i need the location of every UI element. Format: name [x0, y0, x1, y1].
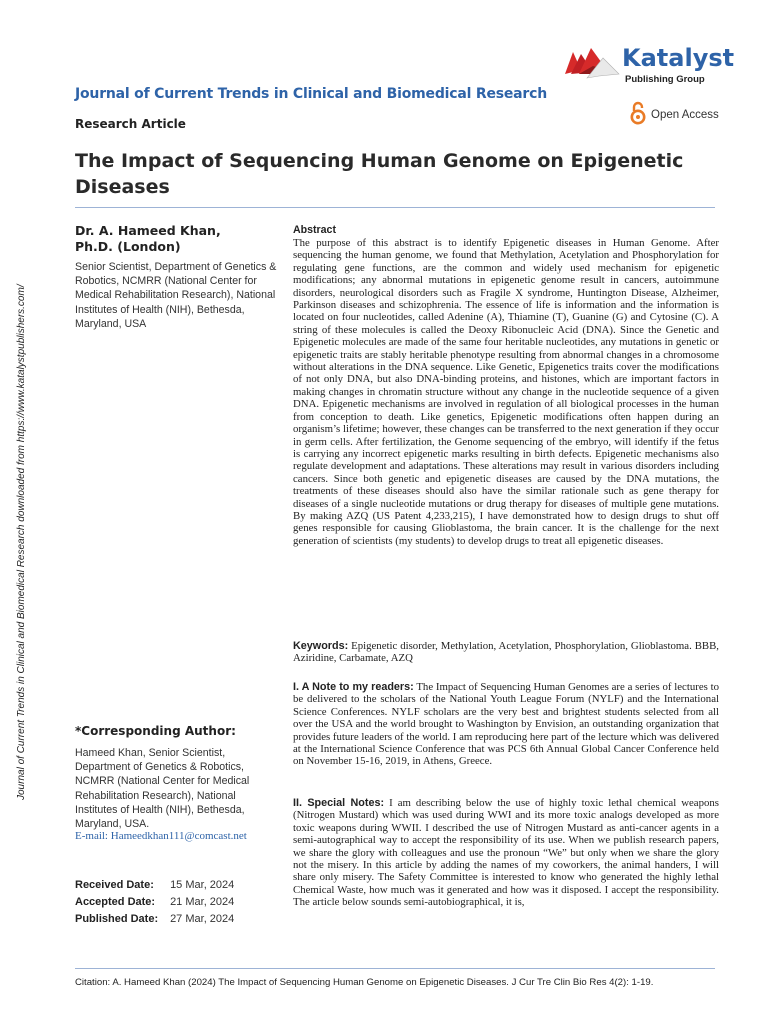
abstract-heading: Abstract	[293, 224, 336, 236]
section1-text: The Impact of Sequencing Human Genomes are a series of lectures to be delivered to the scholars of the National Youth League Forum (NYLF) and the International Science Conferences. NYLF scholars are the very best and brightest students selected from all over the USA and the world brought to Washington by Envision, an outstanding organization that provides future leaders of the world. I am reproducing here part of the lecture which was delivered at the International Science Conference that was PCS 6th Annual Global Cancer Conference held on November 15-16, 2019, in Athens, Greece.	[293, 681, 720, 768]
accepted-date-row	[75, 894, 280, 911]
email-label: E-mail:	[75, 830, 108, 842]
article-type: Research Article	[75, 117, 186, 131]
received-date-label: Received Date:	[75, 879, 154, 891]
accepted-date: 21 Mar, 2024	[170, 896, 235, 908]
publisher-name: Katalyst	[622, 44, 735, 72]
publisher-subtitle: Publishing Group	[625, 74, 705, 85]
published-date-row	[75, 911, 280, 928]
section2-heading: II. Special Notes:	[293, 797, 385, 809]
citation-line: Citation: A. Hameed Khan (2024) The Impact of Sequencing Human Genome on Epigenetic Diseases. J Cur Tre Clin Bio Res 4(2): 1-19.	[75, 977, 654, 988]
section-special-notes	[293, 797, 719, 909]
article-dates	[75, 877, 280, 928]
published-date-label: Published Date:	[75, 913, 159, 925]
publisher-logo[interactable]	[563, 38, 733, 90]
received-date-row	[75, 877, 280, 894]
article-title: The Impact of Sequencing Human Genome on Epigenetic Diseases	[75, 150, 684, 198]
katalyst-flag-logo-icon	[563, 44, 621, 84]
published-date: 27 Mar, 2024	[170, 913, 235, 925]
abstract-body: The purpose of this abstract is to identify Epigenetic diseases in Human Genome. After sequencing the human genome, we found that Methylation, Acetylation and Phosphorylation for regulating gene functions, are the common and widely used mechanism for epigenetic modifications; any abnormal mutations in epigenetic genome result in cancers, autoimmune disorders, neurological disorders such as Fragile X syndrome, Huntington Disease, Alzheimer, Parkinson diseases and schizophrenia. The essence of life is information and the information is located on four nucleotides, called Adenine (A), Thiamine (T), Guanine (G) and Cytosine (C). A string of these molecules is called the Deoxy Ribonucleic Acid (DNA). Since the Genetic and Epigenetic molecules are made of the same four heritable nucleotides, any mutations in genetic or epigenetic traits are stably heritable phenotype resulting from abnormal changes in a chromosome without alterations in the DNA sequence. Like Genetic, Epigenetics traits cover the modifications of not only DNA, but also DNA-binding proteins, and histones, which are important factors in making changes in chromatin structure without any change in the nucleotide sequence of a given DNA. Epigenetic mechanisms are involved in regulation of all biological processes in the human from conception to death. Like genetics, Epigenetic modifications often happen during an organism’s lifetime; however, these changes can be transferred to the next generation if they occur in germ cells. After fertilization, the Genome sequencing of the embryo, will identify if the fetus is carrying any incorrect epigenetic marks resulting in birth defects. Epigenetic mechanisms also regulate development and adaptations. These alterations may result in various disorders including cancers. Since both genetic and epigenetic diseases are caused by the DNA mutations, the treatments of these diseases should also have the similar rationale such as gene therapy for diseases of a single nucleotide mutations or drug therapy for diseases of multiple gene mutations. By making AZQ (US Patent 4,233,215), I have demonstrated how to design drugs to shut off genes responsible for causing Glioblastoma, the brain cancer. It is the challenge for the next generation of scientists (my students) to develop drugs to treat all epigenetic diseases.	[293, 237, 719, 547]
corresponding-author-heading: *Corresponding Author:	[75, 724, 236, 738]
author-affiliation: Senior Scientist, Department of Genetics & Robotics, NCMRR (National Center for Medical Rehabilitation Research), National Institutes of Health (NIH), Bethesda, Maryland, USA	[75, 261, 277, 330]
corresponding-author-details: Hameed Khan, Senior Scientist, Department of Genetics & Robotics, NCMRR (National Center for Medical Rehabilitation Research), National Institutes of Health (NIH), Bethesda, Maryland, USA.	[75, 747, 250, 831]
section1-heading: I. A Note to my readers:	[293, 681, 414, 693]
journal-title[interactable]: Journal of Current Trends in Clinical and Biomedical Research	[75, 86, 547, 102]
keywords	[293, 640, 719, 665]
open-access-label: Open Access	[651, 109, 719, 121]
keywords-text: Epigenetic disorder, Methylation, Acetylation, Phosphorylation, Glioblastoma. BBB, Aziridine, Carbamate, AZQ	[293, 640, 719, 665]
author-degree: Ph.D. (London)	[75, 239, 181, 254]
received-date: 15 Mar, 2024	[170, 879, 235, 891]
keywords-label: Keywords:	[293, 640, 349, 652]
email-link[interactable]: Hameedkhan111@comcast.net	[110, 830, 247, 842]
accepted-date-label: Accepted Date:	[75, 896, 156, 908]
title-divider	[75, 207, 715, 208]
section-note-to-readers	[293, 681, 719, 768]
download-side-note: Journal of Current Trends in Clinical and Biomedical Research downloaded from https://www.katalystpublishers.com/	[16, 284, 27, 800]
footer-divider	[75, 968, 715, 969]
section2-text: I am describing below the use of highly toxic lethal chemical weapons (Nitrogen Mustard) which was used during WWI and its more toxic analogs developed as more toxic weapons during WWII. I described the use of Nitrogen Mustard as anti-cancer agents in a semi-autographical way to accept the responsibility of its use. When we publish research papers, we share the glory with colleagues and use the pronoun “We” but only when we share the glory not the misery. In this article by adding the names of my coworkers, the animal handers, I will share only misery. The Safety Committee is interested to know who generated the highly lethal Chemical Waste, how much was it generated and how was it disposed. I accept the responsibility. The article below sounds semi-autobiographical, it is,	[293, 797, 719, 909]
author-block	[75, 223, 280, 255]
author-name: Dr. A. Hameed Khan,	[75, 223, 221, 238]
open-access-lock-icon	[630, 101, 646, 125]
email-line	[75, 830, 280, 842]
